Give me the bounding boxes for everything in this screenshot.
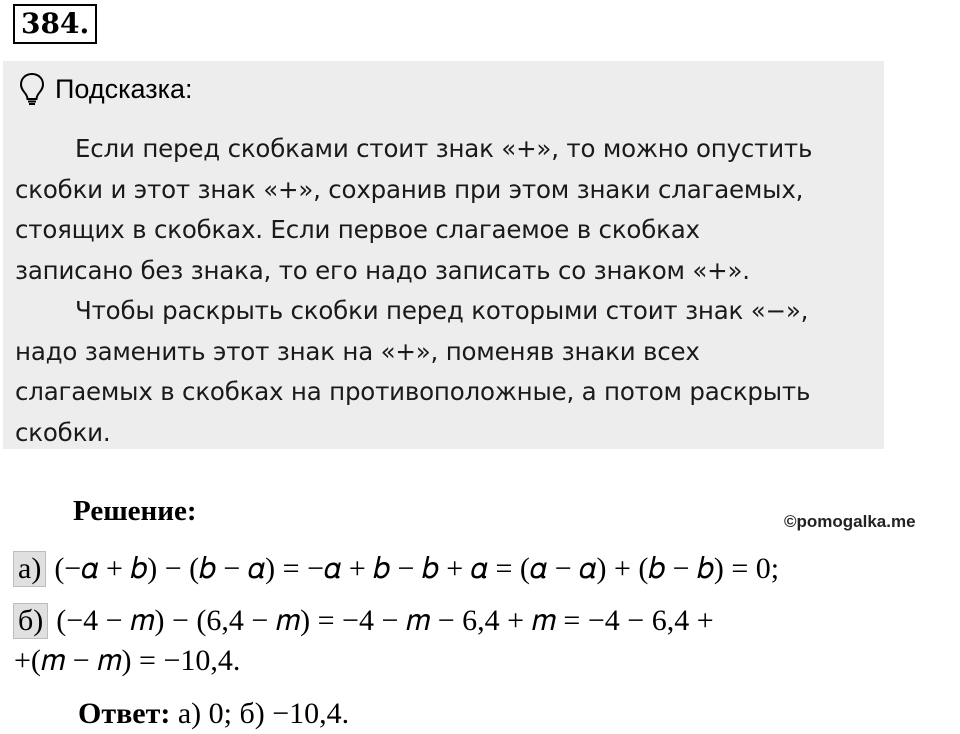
solution-title: Решение: (73, 495, 197, 527)
watermark: ©pomogalka.me (784, 512, 916, 531)
lightbulb-icon (19, 72, 45, 106)
hint-paragraph-2: Чтобы раскрыть скобки перед которыми стоит знак «−», надо заменить этот знак на «+», поменяв знаки всех слагаемых в скобках на противоположные, а потом раскрыть скобки. (15, 296, 811, 447)
part-a-expression: (−𝛼 + 𝑏) − (𝑏 − 𝛼) = −𝛼 + 𝑏 − 𝑏 + 𝛼 = (𝛼 − 𝛼) + (𝑏 − 𝑏) = 0; (54, 552, 780, 585)
part-a-label: а) (13, 551, 46, 587)
part-a-line (13, 551, 779, 587)
answer-label: Ответ: (78, 697, 171, 730)
hint-text (15, 129, 881, 453)
answer-text: а) 0; б) −10,4. (170, 697, 350, 730)
hint-box (3, 61, 884, 449)
part-b-expression-line1: (−4 − 𝑚) − (6,4 − 𝑚) = −4 − 𝑚 − 6,4 + 𝑚 = −4 − 6,4 + (56, 604, 714, 637)
hint-title: Подсказка: (55, 73, 193, 104)
hint-header (19, 71, 193, 107)
problem-number: 384. (13, 4, 97, 44)
part-b-line (13, 603, 714, 639)
answer-line (78, 697, 349, 731)
part-b-label: б) (13, 603, 48, 639)
part-b-continuation: +(𝑚 − 𝑚) = −10,4. (14, 644, 241, 677)
hint-paragraph-1: Если перед скобками стоит знак «+», то можно опустить скобки и этот знак «+», сохранив при этом знаки слагаемых, стоящих в скобках. Если первое слагаемое в скобках записано без знака, то его надо записать со знаком «+». (15, 134, 813, 285)
